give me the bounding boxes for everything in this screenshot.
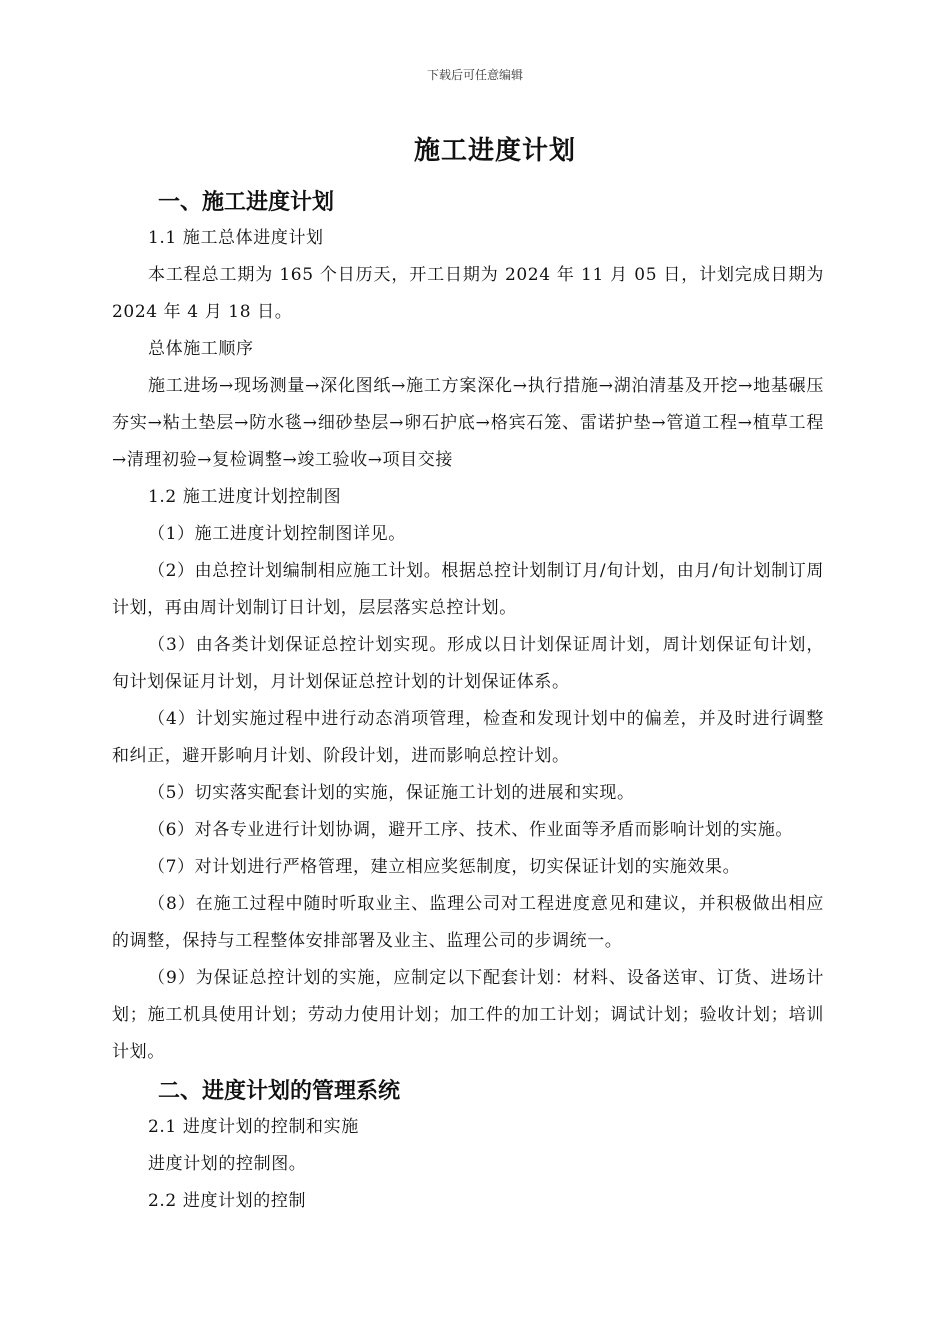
list-item: （5）切实落实配套计划的实施，保证施工计划的进展和实现。	[148, 783, 635, 803]
subheading-1-2: 1.2 施工进度计划控制图	[148, 487, 342, 507]
list-item: （6）对各专业进行计划协调，避开工序、技术、作业面等矛盾而影响计划的实施。	[148, 820, 794, 840]
subheading-2-1: 2.1 进度计划的控制和实施	[148, 1117, 359, 1137]
list-item: （3）由各类计划保证总控计划实现。形成以日计划保证周计划，周计划保证旬计划，旬计划保证月计划，月计划保证总控计划的计划保证体系。	[112, 635, 824, 692]
section-heading-1: 一、施工进度计划	[158, 189, 335, 215]
document-body	[112, 184, 824, 1220]
paragraph-duration: 本工程总工期为 165 个日历天，开工日期为 2024 年 11 月 05 日，计划完成日期为 2024 年 4 月 18 日。	[112, 265, 824, 322]
list-item: （8）在施工过程中随时听取业主、监理公司对工程进度意见和建议，并积极做出相应的调整，保持与工程整体安排部署及业主、监理公司的步调统一。	[112, 894, 824, 951]
header-note: 下载后可任意编辑	[426, 68, 523, 82]
list-item: （4）计划实施过程中进行动态消项管理，检查和发现计划中的偏差，并及时进行调整和纠正，避开影响月计划、阶段计划，进而影响总控计划。	[112, 709, 824, 766]
list-item: （9）为保证总控计划的实施，应制定以下配套计划：材料、设备送审、订货、进场计划；施工机具使用计划；劳动力使用计划；加工件的加工计划；调试计划；验收计划；培训计划。	[112, 968, 824, 1062]
subheading-1-1: 1.1 施工总体进度计划	[148, 228, 324, 248]
paragraph-sequence-label: 总体施工顺序	[148, 339, 254, 359]
paragraph-sequence: 施工进场→现场测量→深化图纸→施工方案深化→执行措施→湖泊清基及开挖→地基碾压夯实→粘土垫层→防水毯→细砂垫层→卵石护底→格宾石笼、雷诺护垫→管道工程→植草工程→清理初验→复检调整→竣工验收→项目交接	[112, 376, 824, 470]
section-heading-2: 二、进度计划的管理系统	[158, 1078, 401, 1104]
list-item: （1）施工进度计划控制图详见。	[148, 524, 406, 544]
document-title: 施工进度计划	[413, 136, 576, 166]
subheading-2-2: 2.2 进度计划的控制	[148, 1191, 307, 1211]
paragraph-control-chart: 进度计划的控制图。	[148, 1154, 307, 1174]
list-item: （7）对计划进行严格管理，建立相应奖惩制度，切实保证计划的实施效果。	[148, 857, 741, 877]
list-item: （2）由总控计划编制相应施工计划。根据总控计划制订月/旬计划，由月/旬计划制订周计划，再由周计划制订日计划，层层落实总控计划。	[112, 561, 824, 618]
